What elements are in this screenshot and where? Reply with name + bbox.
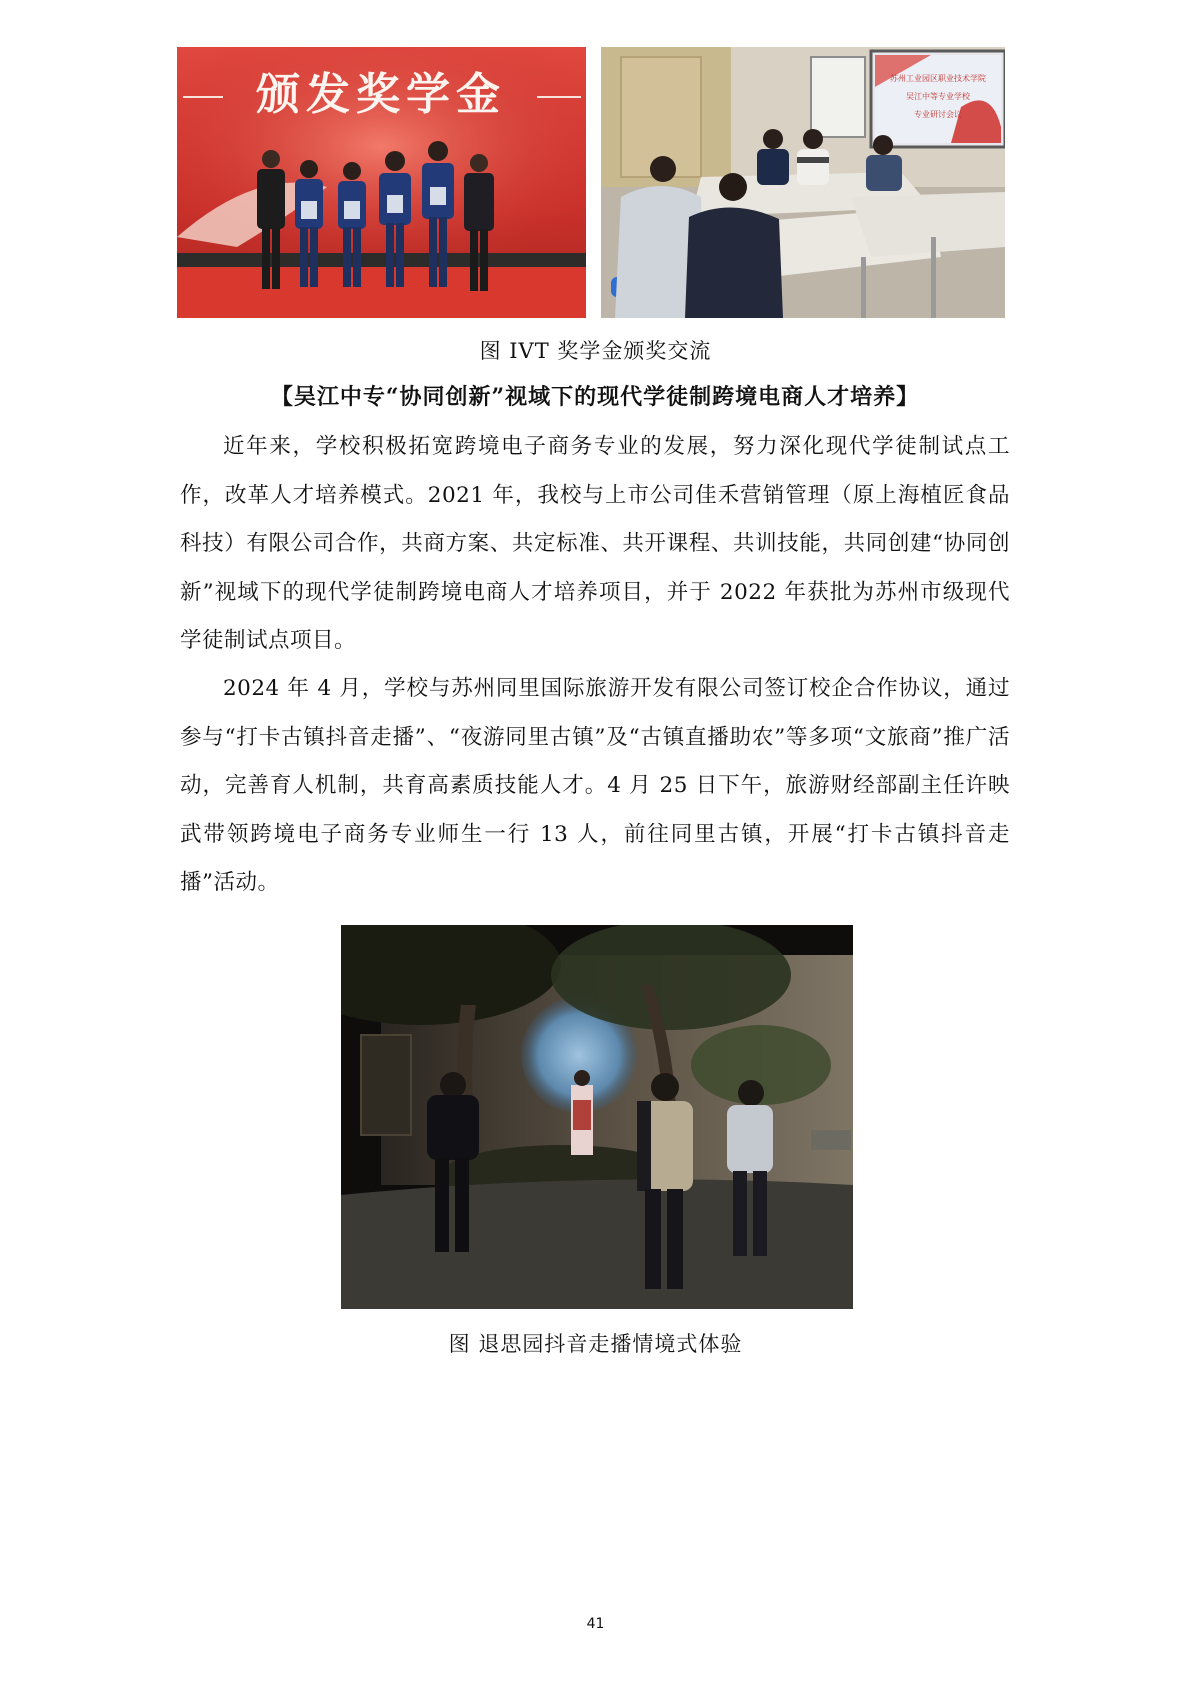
figure-caption-scholarship: 图 IVT 奖学金颁奖交流 (479, 339, 712, 363)
photo-scholarship-award (177, 47, 586, 318)
screen-line-2: 吴江中等专业学校 (906, 92, 970, 101)
screen-line-3: 专业研讨会议 (914, 110, 962, 119)
figure-caption-livestream: 图 退思园抖音走播情境式体验 (448, 1332, 743, 1356)
paragraph-2: 2024 年 4 月，学校与苏州同里国际旅游开发有限公司签订校企合作协议，通过参与“打卡古镇抖音走播”、“夜游同里古镇”及“古镇直播助农”等多项“文旅商”推广活动，完善育人机制，共育高素质技能人才。4 月 25 日下午，旅游财经部副主任许映武带领跨境电子商务专业师生一行 13 人，前往同里古镇，开展“打卡古镇抖音走播”活动。 (180, 676, 1010, 895)
award-banner-text: 颁发奖学金 (256, 69, 506, 120)
photo-garden-livestream (341, 925, 853, 1309)
screen-line-1: 苏州工业园区职业技术学院 (890, 74, 986, 83)
photo-seminar-meeting (601, 47, 1005, 318)
paragraph-1: 近年来，学校积极拓宽跨境电子商务专业的发展，努力深化现代学徒制试点工作，改革人才培养模式。2021 年，我校与上市公司佳禾营销管理（原上海植匠食品科技）有限公司合作，共商方案、共定标准、共开课程、共训技能，共同创建“协同创新”视域下的现代学徒制跨境电商人才培养项目，并于 2022 年获批为苏州市级现代学徒制试点项目。 (180, 434, 1010, 653)
page-number: 41 (586, 1616, 605, 1632)
section-heading: 【吴江中专“协同创新”视域下的现代学徒制跨境电商人才培养】 (270, 384, 920, 410)
